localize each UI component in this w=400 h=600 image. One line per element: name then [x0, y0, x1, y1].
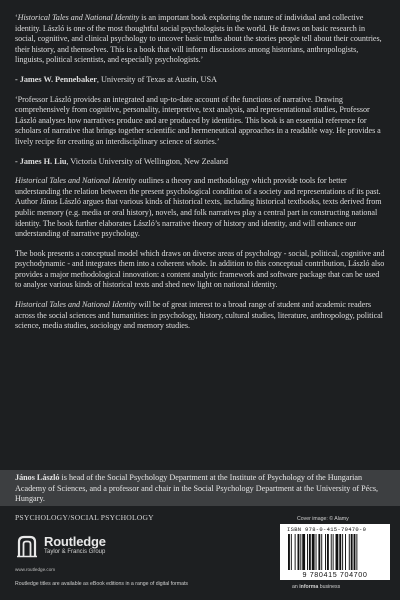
description-paragraph: The book presents a conceptual model which draws on diverse areas of psychology - social, political, cognitive and psychodynamic - and integrates them into a coherent whole. In addition to this conceptual contribution, László also provides a major methodological innovation: a content analytic framework and software package that can be used to analyse various kinds of historical texts and shed new light on national identity.: [15, 248, 385, 290]
barcode-bar: [327, 534, 329, 570]
barcode-bar: [318, 534, 320, 570]
barcode-bar: [307, 534, 308, 570]
barcode-bar: [351, 534, 353, 570]
endorsement-quote: ‘Historical Tales and National Identity is an important book exploring the nature of individual and collective identity. László is one of the most thoughtful social psychologists in the world. He draws on basic research in social, cognitive, and clinical psychology to uncover basic truths about the stories people tell about their countries, their history, and themselves. This is a book that will inform discussions among historians, anthropologists, linguists, political scientists, and especially psychologists.’: [15, 13, 382, 65]
barcode-bar: [333, 534, 334, 570]
barcode-bar: [309, 534, 311, 570]
publisher-subtitle: Taylor & Francis Group: [44, 549, 106, 555]
barcode-bar: [321, 534, 322, 570]
isbn-digits: 9 780415 704700: [302, 570, 368, 579]
cover-credit: Cover image: © Alamy: [297, 516, 349, 522]
publisher-website: www.routledge.com: [15, 567, 56, 572]
barcode-bar: [312, 534, 315, 570]
publisher-name: Routledge: [44, 534, 106, 549]
back-cover-text: [15, 13, 387, 341]
description-paragraph: Historical Tales and National Identity outlines a theory and methodology which provide tools for better understanding the relation between the present psychological condition of a society and representations of its past. Author János László argues that various kinds of historical texts, including historical textbooks, texts derived from public memory (e.g. media or oral history), novels, and folk narratives play a central part in constructing national identity. The book further elaborates László’s narrative theory of history and identity, and will enhance our understanding of narrative psychology.: [15, 176, 382, 239]
publisher-logo: [15, 532, 135, 560]
barcode-bar: [316, 534, 317, 570]
barcode-bar: [288, 534, 290, 570]
barcode-bars: [288, 534, 382, 570]
barcode-bar: [349, 534, 350, 570]
endorsement-quote: ‘Professor László provides an integrated and up-to-date account of the functions of narrative. Drawing comprehensively from cognitive, personality, interpretive, text analysis, and representational studies, Professor László analyses how narratives produce and are produced by identities. This book is an essential reference for scholars of narrative that brings together scientific and hermeneutical approaches in a readable way. He provides a lively recipe for creating an interdisciplinary science of stories.’: [15, 94, 381, 146]
ebook-note: Routledge titles are available as eBook editions in a range of digital formats: [15, 581, 189, 587]
barcode-bar: [295, 534, 296, 570]
isbn-barcode: [280, 524, 390, 580]
barcode-bar: [302, 534, 305, 570]
endorsement-attribution: - James H. Liu, Victoria University of Wellington, New Zealand: [15, 156, 228, 166]
barcode-bar: [354, 534, 356, 570]
barcode-bar: [336, 534, 339, 570]
barcode-bar: [339, 534, 341, 570]
routledge-mark-icon: [15, 534, 39, 558]
barcode-bar: [298, 534, 300, 570]
barcode-bar: [342, 534, 343, 570]
description-paragraph: Historical Tales and National Identity will be of great interest to a broad range of student and academic readers across the social sciences and humanities: in psychology, history, cultural studies, literature, anthropology, political science, media studies, sociology and memory studies.: [15, 300, 383, 331]
endorsement-attribution: - James W. Pennebaker, University of Texas at Austin, USA: [15, 74, 217, 84]
informa-imprint: an informa business: [292, 584, 341, 590]
author-bio: János László is head of the Social Psychology Department at the Institute of Psychology of the Hungarian Academy of Sciences, and a professor and chair in the Social Psychology Department at the University of Pécs, Hungary.: [0, 470, 400, 506]
isbn-label: ISBN 978-0-415-70470-0: [287, 526, 367, 533]
barcode-bar: [300, 534, 301, 570]
subject-category: PSYCHOLOGY/SOCIAL PSYCHOLOGY: [15, 513, 154, 522]
barcode-bar: [356, 534, 357, 570]
barcode-bar: [331, 534, 332, 570]
barcode-bar: [325, 534, 326, 570]
barcode-bar: [291, 534, 292, 570]
barcode-bar: [345, 534, 346, 570]
